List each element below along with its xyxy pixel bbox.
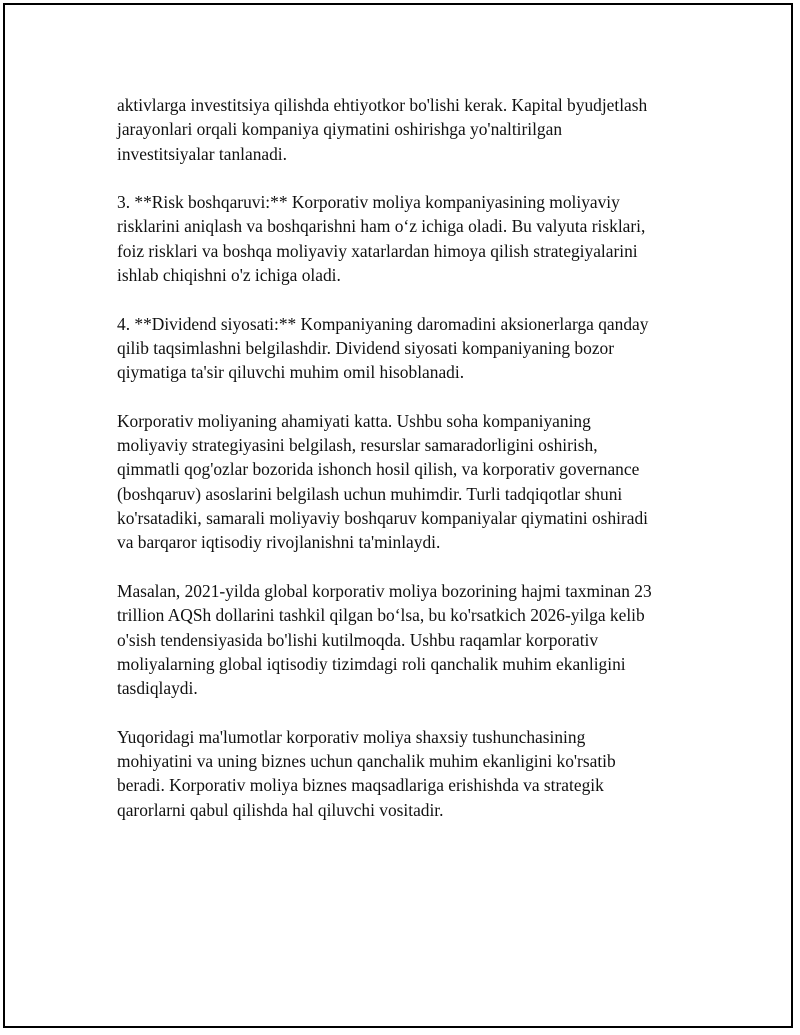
text-line: qilib taqsimlashni belgilashdir. Dividend siyosati kompaniyaning bozor bbox=[117, 337, 615, 358]
text-line: Yuqoridagi ma'lumotlar korporativ moliya shaxsiy tushunchasining bbox=[117, 726, 586, 747]
text-line: ko'rsatadiki, samarali moliyaviy boshqaruv kompaniyalar qiymatini oshiradi bbox=[117, 508, 649, 529]
text-line: aktivlarga investitsiya qilishda ehtiyotkor bo'lishi kerak. Kapital byudjetlash bbox=[117, 95, 648, 115]
text-line: ishlab chiqishni o'z ichiga oladi. bbox=[117, 265, 341, 286]
text-line: foiz risklari va boshqa moliyaviy xatarlardan himoya qilish strategiyalarini bbox=[117, 240, 638, 261]
text-line: jarayonlari orqali kompaniya qiymatini oshirishga yo'naltirilgan bbox=[117, 119, 563, 140]
text-line: 4. **Dividend siyosati:** Kompaniyaning daromadini aksionerlarga qanday bbox=[117, 313, 649, 334]
text-line: o'sish tendensiyasida bo'lishi kutilmoqda. Ushbu raqamlar korporativ bbox=[117, 629, 599, 650]
text-line: (boshqaruv) asoslarini belgilash uchun muhimdir. Turli tadqiqotlar shuni bbox=[117, 483, 623, 504]
paragraph-conclusion bbox=[117, 725, 697, 822]
text-line: investitsiyalar tanlanadi. bbox=[117, 143, 287, 164]
text-line: qiymatiga ta'sir qiluvchi muhim omil hisoblanadi. bbox=[117, 362, 465, 383]
text-line: moliyaviy strategiyasini belgilash, resurslar samaradorligini oshirish, bbox=[117, 435, 598, 456]
paragraph-risk-management bbox=[117, 190, 697, 287]
paragraph-capital-budgeting bbox=[117, 93, 697, 166]
text-line: moliyalarning global iqtisodiy tizimdagi roli qanchalik muhim ekanligini bbox=[117, 653, 626, 674]
text-line: mohiyatini va uning biznes uchun qanchalik muhim ekanligini ko'rsatib bbox=[117, 751, 616, 772]
text-line: beradi. Korporativ moliya biznes maqsadlariga erishishda va strategik bbox=[117, 775, 604, 796]
text-line: va barqaror iqtisodiy rivojlanishni ta'minlaydi. bbox=[117, 532, 441, 553]
text-line: qimmatli qog'ozlar bozorida ishonch hosil qilish, va korporativ governance bbox=[117, 459, 640, 480]
paragraph-importance bbox=[117, 409, 697, 555]
text-line: qarorlarni qabul qilishda hal qiluvchi vositadir. bbox=[117, 799, 444, 820]
text-line: trillion AQSh dollarini tashkil qilgan bo‘lsa, bu ko'rsatkich 2026-yilga kelib bbox=[117, 605, 645, 626]
text-line: Korporativ moliyaning ahamiyati katta. Ushbu soha kompaniyaning bbox=[117, 410, 591, 431]
paragraph-dividend-policy bbox=[117, 312, 697, 385]
text-line: Masalan, 2021-yilda global korporativ moliya bozorining hajmi taxminan 23 bbox=[117, 580, 652, 601]
document-body bbox=[117, 93, 697, 846]
paragraph-market-example bbox=[117, 579, 697, 700]
text-line: 3. **Risk boshqaruvi:** Korporativ moliya kompaniyasining moliyaviy bbox=[117, 192, 620, 213]
text-line: tasdiqlaydi. bbox=[117, 678, 198, 699]
text-line: risklarini aniqlash va boshqarishni ham o‘z ichiga oladi. Bu valyuta risklari, bbox=[117, 216, 646, 237]
